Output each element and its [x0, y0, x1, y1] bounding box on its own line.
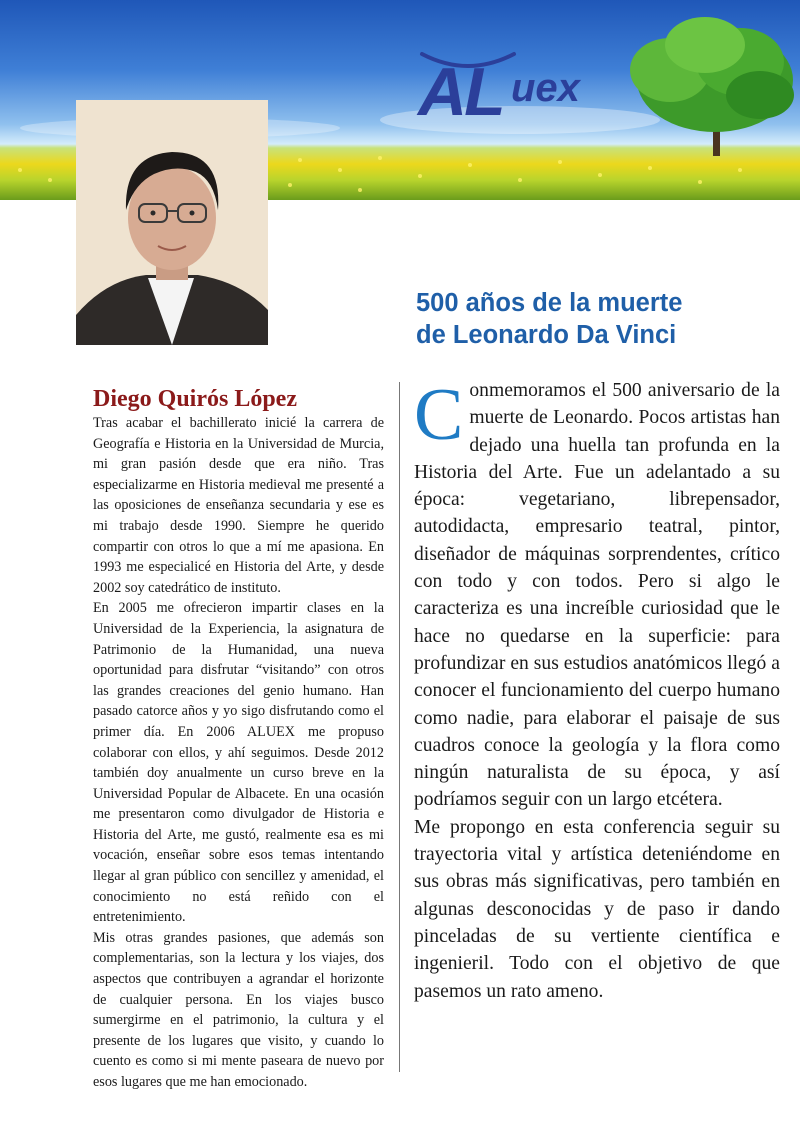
aluex-logo [418, 50, 628, 140]
author-name: Diego Quirós López [93, 386, 297, 412]
column-divider [399, 382, 400, 1072]
tree-crown [630, 17, 794, 132]
article-title-line1: 500 años de la muerte [416, 289, 683, 317]
author-portrait-image [76, 100, 268, 345]
bio-paragraph: En 2005 me ofrecieron impartir clases en la Universidad de la Experiencia, la asignatura de Patrimonio de la Humanidad, una nueva oportunidad para disfrutar “visitando” con otros las grandes creaciones del genio humano. Han pasado catorce años y yo sigo disfrutando como el primer día. En 2006 ALUEX me propuso colaborar con ellos, y ahí seguimos. Desde 2012 también doy anualmente un curso breve en la Universidad Popular de Albacete. En una ocasión me presentaron como divulgador de Historia e Historia del Arte, me gustó, realmente esa es mi vocación, enseñar sobre esos temas intentando llegar al gran público con sencillez y amenidad, el conocimiento no está reñido con el entretenimiento. [93, 600, 384, 926]
bio-paragraph: Tras acabar el bachillerato inicié la carrera de Geografía e Historia en la Universidad de Murcia, mi gran pasión desde que era niño. Tras especializarme en Historia medieval me presenté a las oposiciones de enseñanza secundaria y ese es mi trabajo desde 1990. Siempre he querido compartir con otros lo que a mí me apasiona. En 1993 me especialicé en Historia del Arte, y desde 2002 soy catedrático de instituto. [93, 415, 384, 596]
drop-cap: C [414, 374, 464, 456]
logo-prefix: AL [418, 54, 503, 130]
article-title-line2: de Leonardo Da Vinci [416, 321, 677, 349]
article-paragraph: Me propongo en esta conferencia seguir su trayectoria vital y artística deteniéndome en sus obras más significativas, pero también en algunas desconocidas y de paso ir dando pinceladas de su vertiente científica e ingenieril. Todo con el objetivo de que pasemos un rato ameno. [414, 816, 780, 1002]
bio-paragraph: Mis otras grandes pasiones, que además son complementarias, son la lectura y los viajes, dos aspectos que contribuyen a agrandar el horizonte de cualquier persona. En los viajes busco sumergirme en el patrimonio, la cultura y el presente de los lugares que visito, y cuando lo cuento es como si mi mente paseara de nuevo por esos lugares que me han emocionado. [93, 929, 384, 1090]
logo-suffix: uex [511, 66, 580, 110]
article-paragraph [414, 374, 780, 814]
author-photo [76, 100, 268, 345]
article-paragraph-text: onmemoramos el 500 aniversario de la muerte de Leonardo. Pocos artistas han dejado una huella tan profunda en la Historia del Arte. Fue un adelantado a su época: vegetariano, librepensador, autodidacta, empresario teatral, pintor, diseñador de máquinas sorprendentes, crítico con todo y con todos. Pero si algo le caracteriza es una increíble curiosidad que le hace no quedarse en la superficie: para profundizar en sus estudios anatómicos llegó a conocer el funcionamiento del cuerpo humano como nadie, para elaborar el paisaje de sus cuadros conoce la geología y la flora como ningún naturalista de su época, y así podríamos seguir con un largo etcétera. [414, 380, 780, 811]
logo-smile-icon [418, 50, 518, 72]
article-title [416, 287, 786, 351]
article-body [414, 374, 780, 1005]
author-bio [93, 413, 384, 1093]
